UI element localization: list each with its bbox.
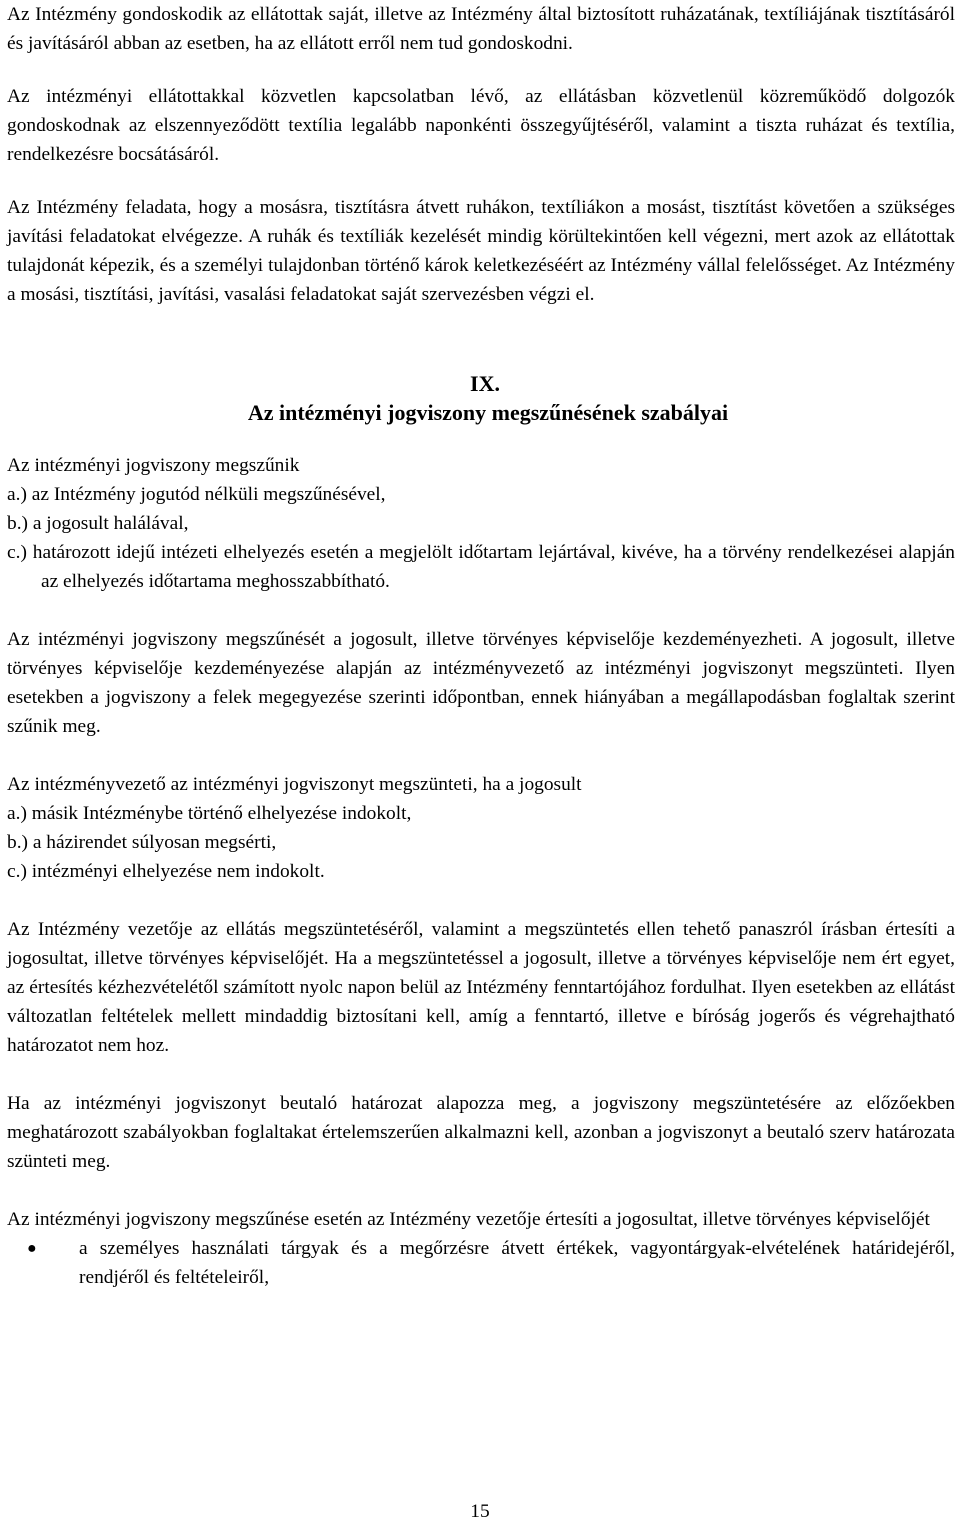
paragraph-laundry-intro: Az Intézmény gondoskodik az ellátottak saját, illetve az Intézmény által biztosított ruházatának, textíliájának tisztításáról és javításáról abban az esetben, ha az ellátott erről nem tud gondoskodni. [7, 4, 955, 54]
list-item: c.) intézményi elhelyezése nem indokolt. [7, 861, 325, 882]
list-item: a.) az Intézmény jogutód nélküli megszűnésével, [7, 484, 386, 505]
bullet-item [7, 1234, 955, 1292]
termination-intro: Az intézményi jogviszony megszűnik [7, 455, 300, 476]
paragraph-institution-tasks: Az Intézmény feladata, hogy a mosásra, tisztításra átvett ruhákon, textíliákon a mosást, tisztítást követően a szükséges javítási feladatokat elvégezze. A ruhák és textíliák kezelését mindig körültekintően kell végezni, mert azok az ellátottak tulajdonát képezik, és a személyi tulajdonban történő károk keletkezéséért az Intézmény vállal felelősséget. Az Intézmény a mosási, tisztítási, javítási, vasalási feladatokat saját szervezésben végzi el. [7, 197, 955, 305]
paragraph-referral: Ha az intézményi jogviszonyt beutaló határozat alapozza meg, a jogviszony megszüntetésére az előzőekben meghatározott szabályokban foglaltakat értelemszerűen alkalmazni kell, azonban a jogviszonyt a beutaló szerv határozata szünteti meg. [7, 1093, 955, 1172]
list-item: b.) a jogosult halálával, [7, 513, 189, 534]
paragraph-notice: Az Intézmény vezetője az ellátás megszüntetéséről, valamint a megszüntetés ellen tehető panaszról írásban értesíti a jogosultat, illetve törvényes képviselőjét. Ha a megszüntetéssel a jogosult, illetve a törvényes képviselője nem ért egyet, az értesítés kézhezvételétől számított nyolc napon belül az Intézmény fenntartójához fordulhat. Ilyen esetekben az ellátást változatlan feltételek mellett mindaddig biztosítani kell, amíg a fenntartó, illetve e bíróság jogerős és végrehajtható határozatot nem hoz. [7, 919, 955, 1056]
section-number: IX. [470, 371, 500, 396]
list-item: b.) a házirendet súlyosan megsérti, [7, 832, 277, 853]
paragraph-final: Az intézményi jogviszony megszűnése esetén az Intézmény vezetője értesíti a jogosultat, illetve törvényes képviselőjét [7, 1209, 930, 1230]
paragraph-staff-duties: Az intézményi ellátottakkal közvetlen kapcsolatban lévő, az ellátásban közvetlenül közreműködő dolgozók gondoskodnak az elszennyeződött textília legalább naponkénti összegyűjtéséről, valamint a tiszta ruházat és textília, rendelkezésre bocsátásáról. [7, 86, 955, 165]
page-number: 15 [470, 1501, 490, 1522]
paragraph-initiation: Az intézményi jogviszony megszűnését a jogosult, illetve törvényes képviselője kezdeményezheti. A jogosult, illetve törvényes képviselője kezdeményezése alapján az intézményvezető az intézményi jogviszonyt megszünteti. Ilyen esetekben a jogviszony a felek megegyezése szerinti időpontban, ennek hiányában a megállapodásban foglaltak szerint szűnik meg. [7, 629, 955, 737]
bullet-icon: ● [27, 1240, 37, 1257]
document-page [7, 0, 955, 1292]
director-intro: Az intézményvezető az intézményi jogviszonyt megszünteti, ha a jogosult [7, 774, 582, 795]
section-title: Az intézményi jogviszony megszűnésének szabályai [247, 400, 729, 425]
list-item: a.) másik Intézménybe történő elhelyezése indokolt, [7, 803, 412, 824]
bullet-text: a személyes használati tárgyak és a megőrzésre átvett értékek, vagyontárgyak-elvételének határidejéről, rendjéről és feltételeiről, [79, 1238, 955, 1288]
list-item: c.) határozott idejű intézeti elhelyezés esetén a megjelölt időtartam lejártával, kivéve, ha a törvény rendelkezései alapján az elhelyezés időtartama meghosszabbítható. [7, 542, 955, 592]
